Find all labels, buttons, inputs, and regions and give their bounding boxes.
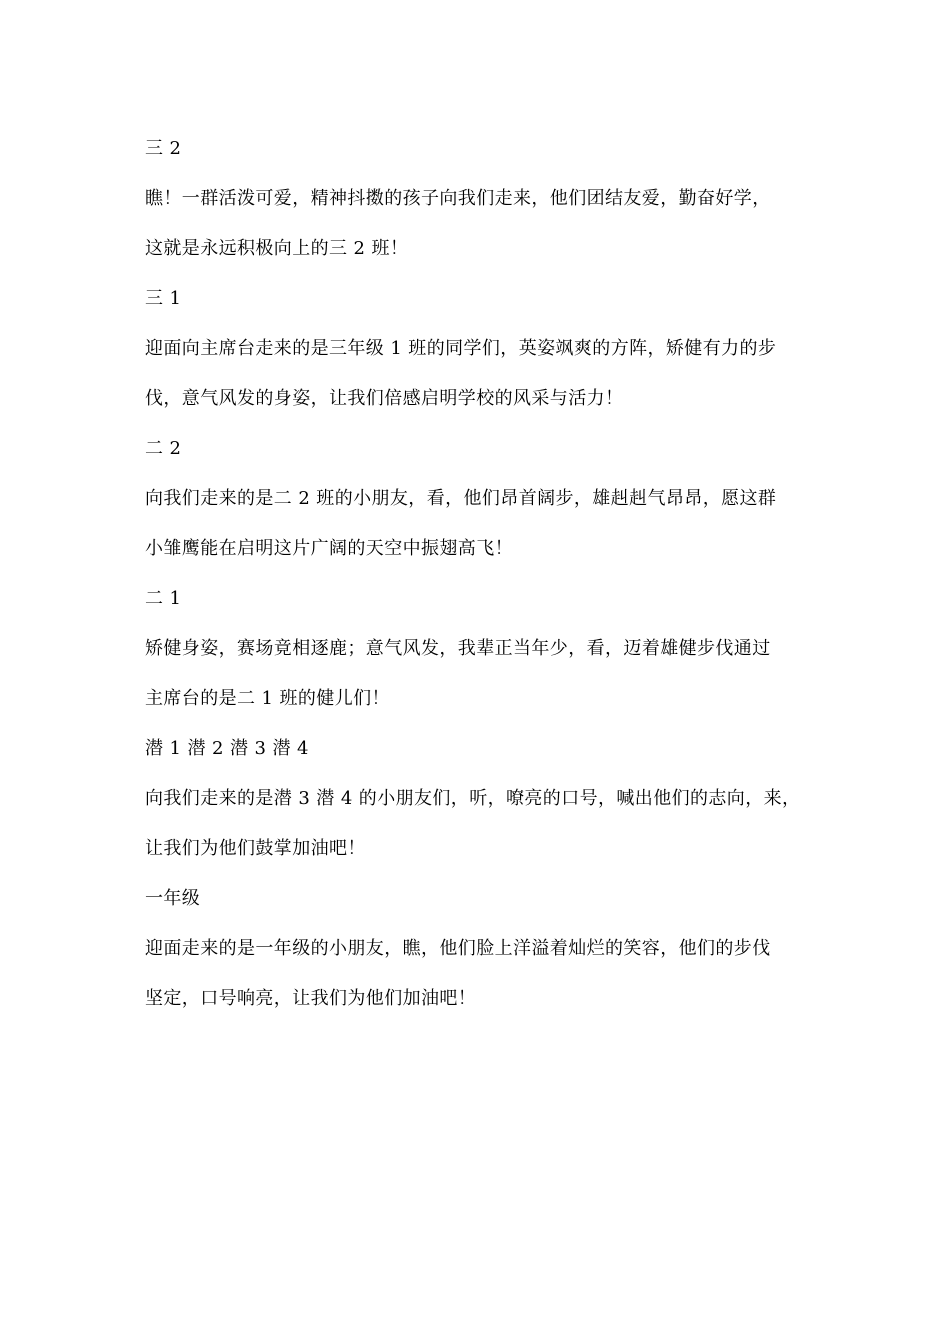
section-er-1 xyxy=(145,574,835,724)
section-er-2 xyxy=(145,424,835,574)
paragraph-line: 迎面走来的是一年级的小朋友，瞧，他们脸上洋溢着灿烂的笑容，他们的步伐 xyxy=(145,938,771,959)
section-san-2 xyxy=(145,124,835,274)
section-heading: 潜 1 潜 2 潜 3 潜 4 xyxy=(145,738,309,759)
section-grade-1 xyxy=(145,874,835,1024)
paragraph-line: 伐，意气风发的身姿，让我们倍感启明学校的风采与活力！ xyxy=(145,388,624,409)
paragraph-line: 小雏鹰能在启明这片广阔的天空中振翅高飞！ xyxy=(145,538,513,559)
paragraph-line: 瞧！一群活泼可爱，精神抖擞的孩子向我们走来，他们团结友爱，勤奋好学， xyxy=(145,188,771,209)
document-body xyxy=(145,124,835,1024)
paragraph-line: 坚定，口号响亮，让我们为他们加油吧！ xyxy=(145,988,477,1009)
section-heading: 三 2 xyxy=(145,138,182,159)
section-qian xyxy=(145,724,835,874)
paragraph-line: 这就是永远积极向上的三 2 班！ xyxy=(145,238,409,259)
section-heading: 二 1 xyxy=(145,588,182,609)
paragraph-line: 迎面向主席台走来的是三年级 1 班的同学们，英姿飒爽的方阵，矫健有力的步 xyxy=(145,338,777,359)
section-heading: 三 1 xyxy=(145,288,182,309)
section-heading: 一年级 xyxy=(145,888,201,909)
paragraph-line: 矫健身姿，赛场竟相逐鹿；意气风发，我辈正当年少，看，迈着雄健步伐通过 xyxy=(145,638,771,659)
paragraph-line: 让我们为他们鼓掌加油吧！ xyxy=(145,838,366,859)
paragraph-line: 向我们走来的是二 2 班的小朋友，看，他们昂首阔步，雄赳赳气昂昂，愿这群 xyxy=(145,488,777,509)
paragraph-line: 主席台的是二 1 班的健儿们！ xyxy=(145,688,390,709)
section-san-1 xyxy=(145,274,835,424)
section-heading: 二 2 xyxy=(145,438,182,459)
paragraph-line: 向我们走来的是潜 3 潜 4 的小朋友们，听，嘹亮的口号，喊出他们的志向，来， xyxy=(145,788,801,809)
